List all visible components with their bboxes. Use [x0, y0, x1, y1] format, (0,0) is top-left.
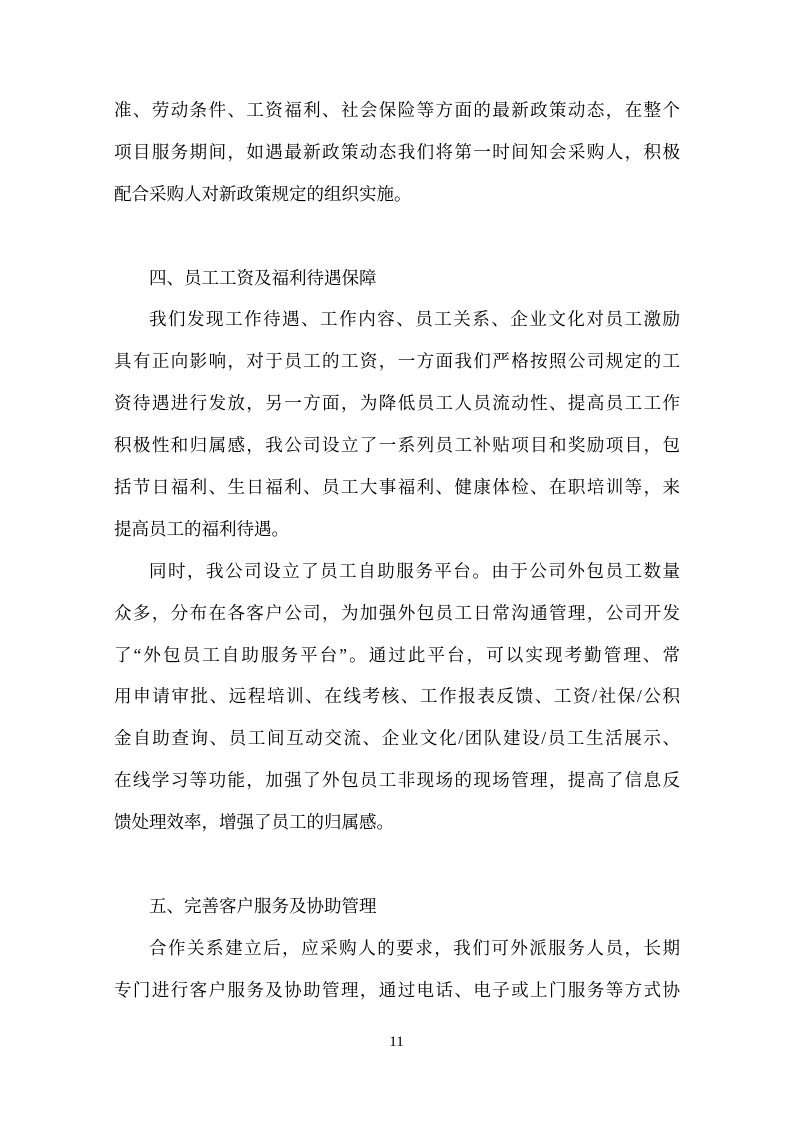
section-heading: 五、完善客户服务及协助管理 [149, 895, 377, 916]
blank-line [114, 844, 680, 886]
text-line: 准、劳动条件、工资福利、社会保险等方面的最新政策动态，在整个 [114, 100, 680, 120]
text-line: 括节日福利、生日福利、员工大事福利、健康体检、在职培训等，来 [114, 477, 680, 498]
text-line: 同时，我公司设立了员工自助服务平台。由于公司外包员工数量 [149, 560, 680, 581]
text-line: 馈处理效率，增强了员工的归属感。 [114, 812, 394, 833]
text-line: 用申请审批、远程培训、在线考核、工作报表反馈、工资/社保/公积 [114, 686, 680, 707]
text-line: 项目服务期间，如遇最新政策动态我们将第一时间知会采购人，积极 [114, 141, 680, 162]
text-line: 资待遇进行发放，另一方面，为降低员工人员流动性、提高员工工作 [114, 393, 680, 414]
text-line: 专门进行客户服务及协助管理，通过电话、电子或上门服务等方式协 [114, 979, 680, 1000]
text-line: 配合采购人对新政策规定的组织实施。 [114, 183, 412, 204]
page-number: 11 [389, 1034, 404, 1050]
text-line: 金自助查询、员工间互动交流、企业文化/团队建设/员工生活展示、 [114, 728, 680, 749]
text-line: 众多，分布在各客户公司，为加强外包员工日常沟通管理，公司开发 [114, 602, 680, 623]
section-heading: 四、员工工资及福利待遇保障 [149, 267, 377, 288]
text-line: 了“外包员工自助服务平台”。通过此平台，可以实现考勤管理、常 [114, 644, 680, 665]
text-line: 在线学习等功能，加强了外包员工非现场的现场管理，提高了信息反 [114, 770, 680, 791]
text-line: 提高员工的福利待遇。 [114, 518, 289, 539]
blank-line [114, 216, 680, 258]
text-line: 我们发现工作待遇、工作内容、员工关系、企业文化对员工激励 [149, 309, 680, 330]
text-line: 具有正向影响，对于员工的工资，一方面我们严格按照公司规定的工 [114, 351, 680, 372]
text-line: 合作关系建立后，应采购人的要求，我们可外派服务人员，长期 [149, 937, 680, 958]
text-line: 积极性和归属感，我公司设立了一系列员工补贴项目和奖励项目，包 [114, 435, 680, 456]
page-content [114, 90, 680, 1012]
